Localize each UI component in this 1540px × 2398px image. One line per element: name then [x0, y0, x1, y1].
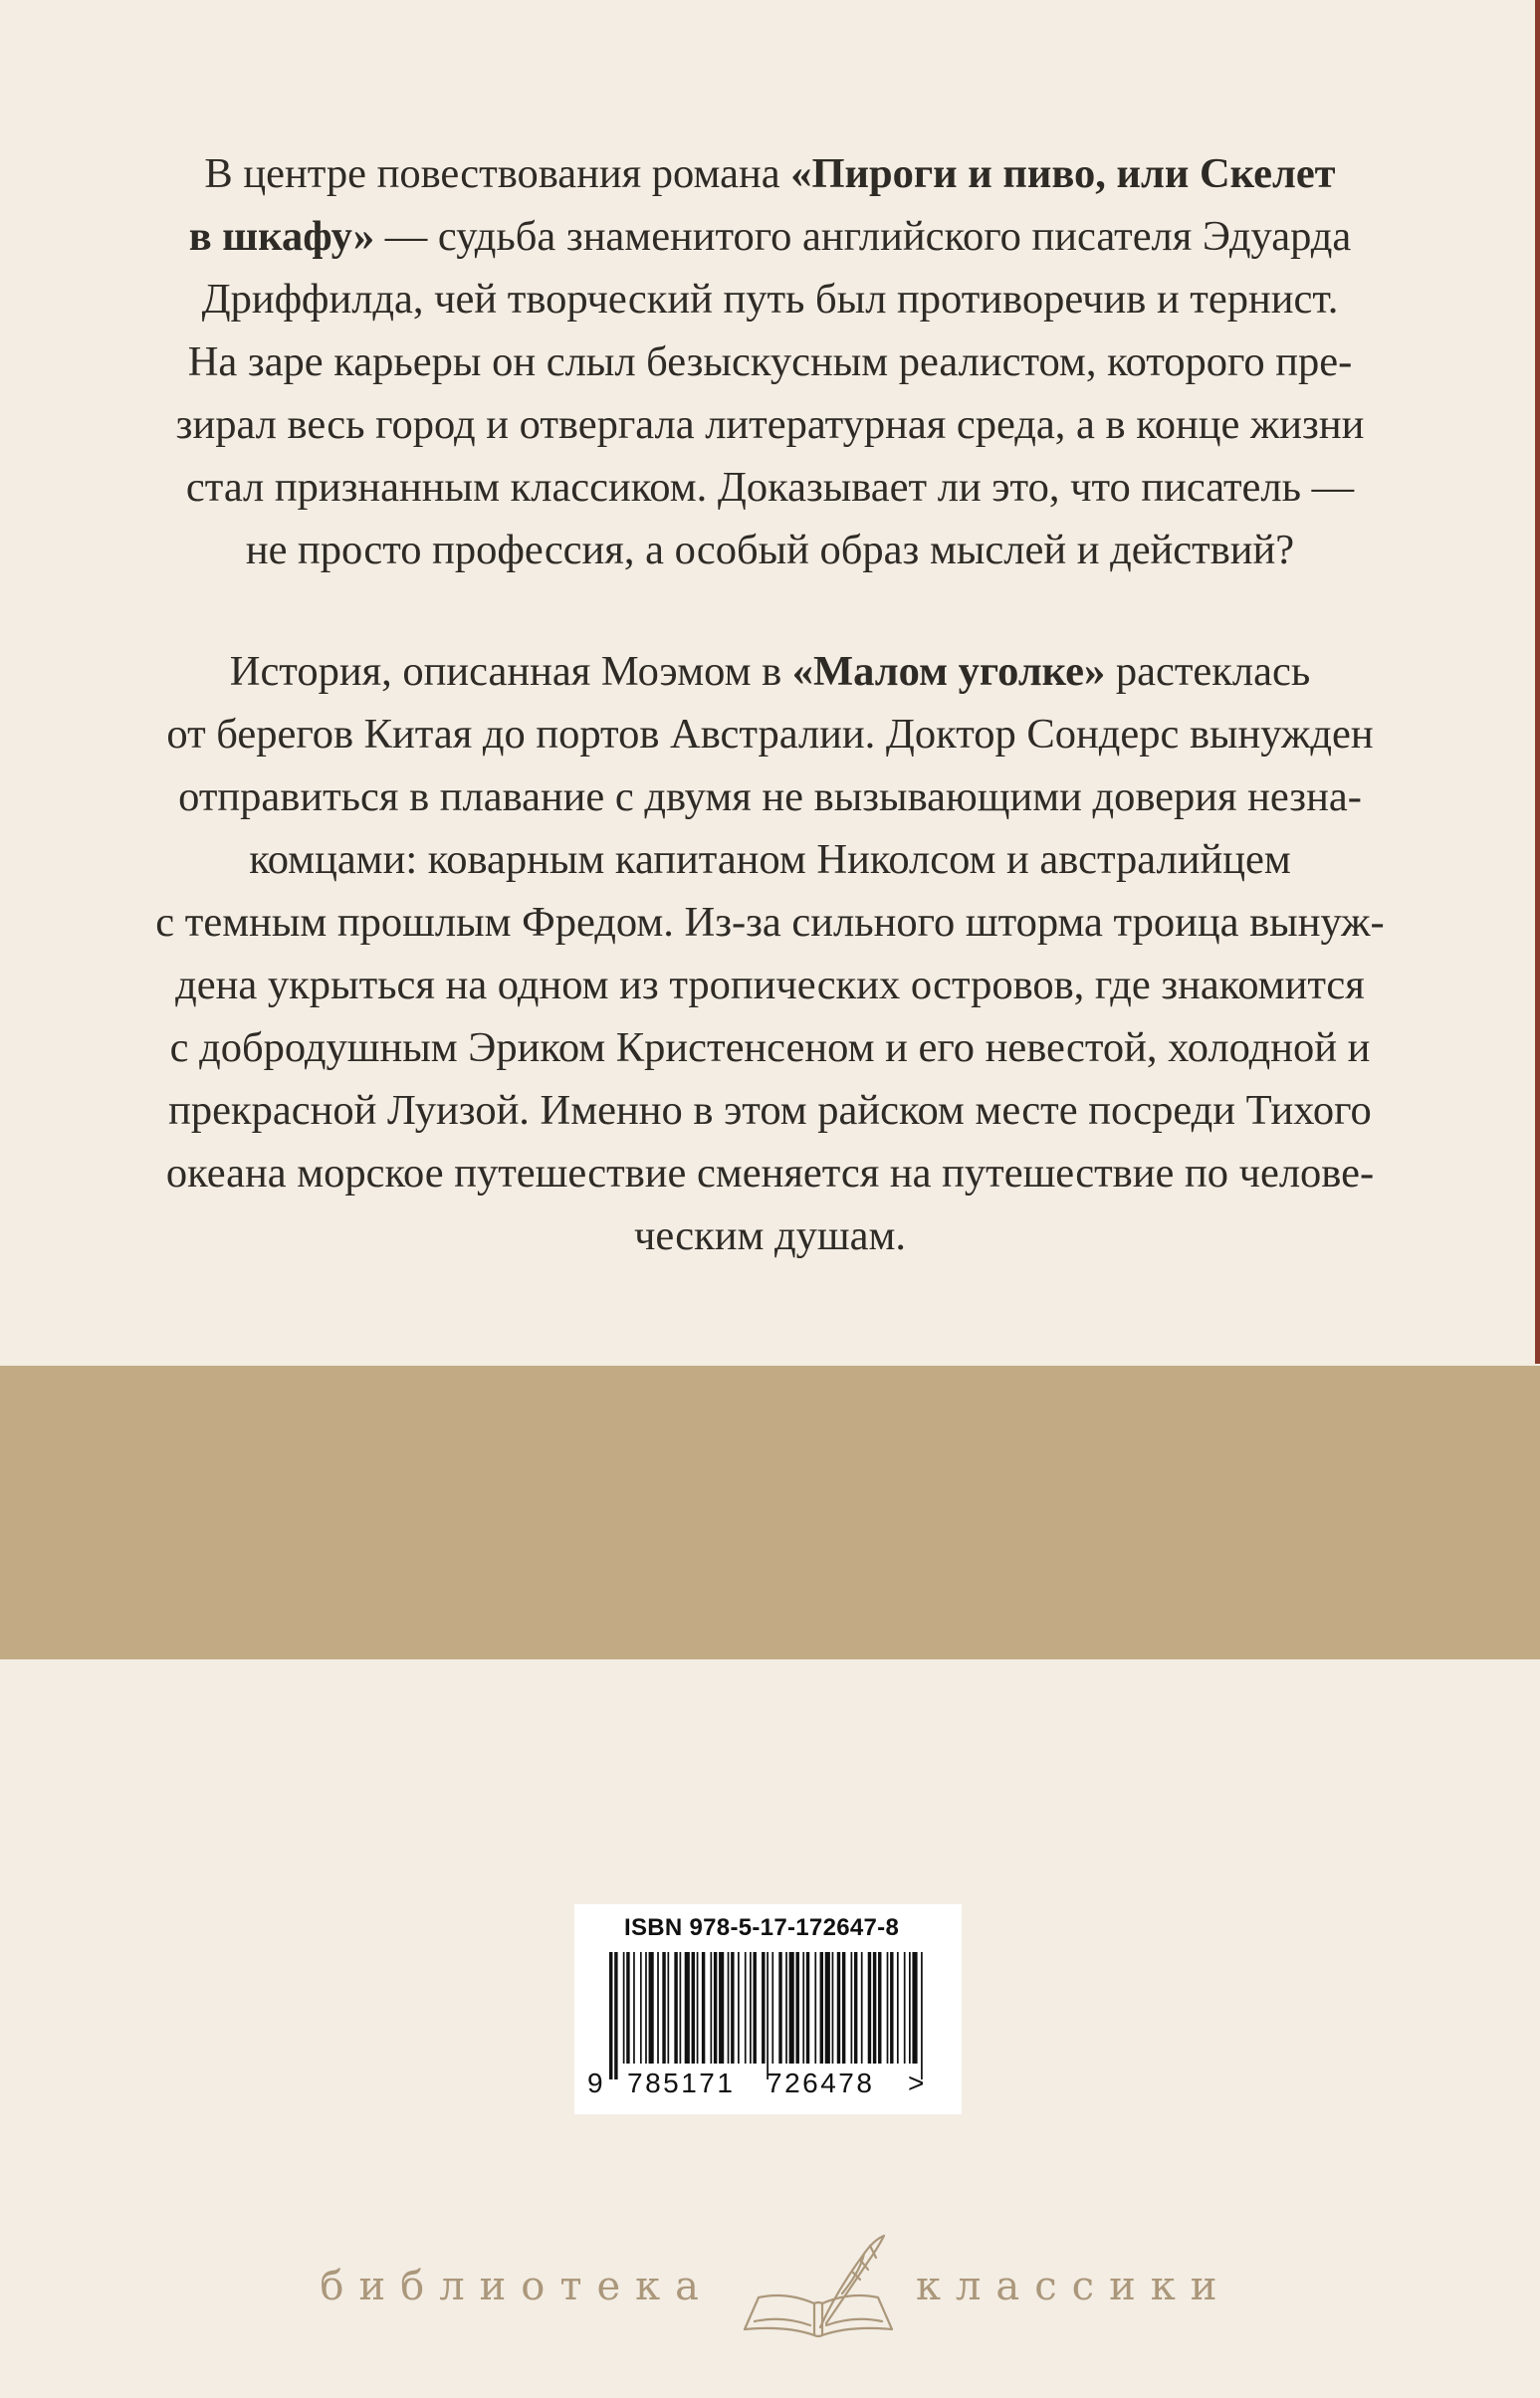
barcode-bar	[837, 1952, 840, 2064]
barcode-digit-first: 9	[587, 2068, 603, 2098]
barcode-bar	[897, 1952, 899, 2064]
blurb-line: ческим душам.	[633, 1212, 907, 1259]
series-word-library: библиотека	[320, 2264, 714, 2309]
barcode-bar	[657, 1952, 659, 2064]
barcode-bar	[728, 1952, 730, 2064]
blurb-line: стал признанным классиком. Доказывает ли это, что писатель —	[185, 464, 1355, 511]
barcode-bar	[851, 1952, 853, 2064]
barcode-end-mark: >	[908, 2068, 925, 2098]
blurb-line: с темным прошлым Фредом. Из-за сильного шторма троица вынуж-	[155, 899, 1385, 946]
barcode-bar	[614, 1952, 617, 2079]
barcode-bar	[842, 1952, 845, 2064]
blurb-text: — судьба знаменитого английского писателя Эдуарда	[374, 213, 1352, 260]
barcode-bar	[738, 1952, 740, 2064]
blurb-line: прекрасной Луизой. Именно в этом райском месте посреди Тихого	[168, 1087, 1372, 1134]
barcode-digits-right: 726478	[767, 2068, 875, 2098]
barcode-bar	[861, 1952, 863, 2064]
barcode-bar	[771, 1952, 773, 2064]
barcode-bar	[697, 1952, 699, 2064]
barcode-bar	[909, 1952, 911, 2064]
barcode-bar	[887, 1952, 889, 2064]
book-title: «Малом уголке»	[791, 648, 1106, 695]
isbn-barcode-box	[574, 1904, 962, 2114]
blurb-line: от берегов Китая до портов Австралии. Доктор Сондерс вынужден	[166, 711, 1374, 758]
barcode-bar	[814, 1952, 816, 2064]
barcode-bar	[674, 1952, 677, 2064]
barcode-bar	[789, 1952, 794, 2064]
cover-edge-stripe	[1535, 0, 1540, 1364]
barcode-bar	[750, 1952, 752, 2064]
open-book-with-quill-icon	[737, 2232, 901, 2341]
barcode-bar	[753, 1952, 756, 2064]
barcode-bar	[832, 1952, 834, 2064]
barcode-bar	[762, 1952, 765, 2064]
barcode-bar	[731, 1952, 734, 2064]
blurb-line: На заре карьеры он слыл безыскусным реалистом, которого пре-	[187, 338, 1353, 385]
blurb-line: Дриффилда, чей творческий путь был противоречив и тернист.	[201, 276, 1339, 323]
barcode-bar	[868, 1952, 871, 2064]
series-logo	[0, 2234, 1540, 2353]
isbn-label: ISBN 978-5-17-172647-8	[624, 1914, 900, 1941]
book-title: «Пироги и пиво, или Скелет	[790, 150, 1336, 197]
barcode-bar	[778, 1952, 781, 2064]
barcode-bar	[633, 1952, 635, 2064]
blurb-paragraph-2	[70, 640, 1470, 1267]
barcode-digits-left: 785171	[627, 2068, 736, 2098]
barcode-bar	[710, 1952, 712, 2064]
barcode-bar	[640, 1952, 642, 2064]
blurb-paragraph-1	[70, 142, 1470, 581]
barcode-bar	[626, 1952, 629, 2064]
barcode-bar	[662, 1952, 665, 2064]
barcode-bar	[825, 1952, 830, 2064]
barcode-bar	[667, 1952, 669, 2064]
blurb-line: дена укрыться на одном из тропических островов, где знакомится	[175, 962, 1365, 1008]
barcode-bar	[767, 1952, 769, 2079]
barcode-bar	[806, 1952, 809, 2064]
barcode-bar	[719, 1952, 724, 2064]
barcode-bar	[854, 1952, 857, 2064]
barcode-bar	[649, 1952, 654, 2064]
barcode-bar	[745, 1952, 747, 2064]
barcode-bar	[623, 1952, 625, 2064]
barcode-bar	[873, 1952, 876, 2064]
blurb-line: отправиться в плавание с двумя не вызывающими доверия незна-	[178, 773, 1362, 820]
barcode-bar	[685, 1952, 690, 2064]
barcode-bar	[795, 1952, 798, 2064]
barcode-bar	[692, 1952, 695, 2064]
barcode-bar	[921, 1952, 923, 2079]
decorative-band	[0, 1366, 1540, 1659]
blurb-line: океана морское путешествие сменяется на путешествие по челове-	[165, 1150, 1375, 1197]
barcode-bar	[680, 1952, 682, 2064]
barcode-bar	[645, 1952, 647, 2064]
barcode-bar	[904, 1952, 906, 2064]
barcode-bar	[714, 1952, 717, 2064]
barcode-bar	[609, 1952, 612, 2079]
blurb-text: В центре повествования романа	[204, 150, 791, 197]
series-word-classics: классики	[916, 2264, 1232, 2309]
book-title: в шкафу»	[188, 213, 375, 260]
barcode-bar	[820, 1952, 823, 2064]
blurb-text: История, описанная Моэмом в	[229, 648, 792, 695]
barcode-bar	[878, 1952, 881, 2064]
blurb-line: не просто профессия, а особый образ мыслей и действий?	[245, 527, 1295, 573]
barcode-bar	[890, 1952, 893, 2064]
blurb-line: с добродушным Эриком Кристенсеном и его невестой, холодной и	[169, 1024, 1371, 1071]
barcode-bar	[912, 1952, 917, 2064]
blurb-line: зирал весь город и отвергала литературная среда, а в конце жизни	[175, 401, 1365, 448]
barcode-bar	[802, 1952, 804, 2064]
barcode-bar	[785, 1952, 787, 2064]
blurb-line: комцами: коварным капитаном Николсом и австралийцем	[249, 836, 1291, 883]
blurb-text: растеклась	[1105, 648, 1311, 695]
barcode-bar	[702, 1952, 705, 2064]
